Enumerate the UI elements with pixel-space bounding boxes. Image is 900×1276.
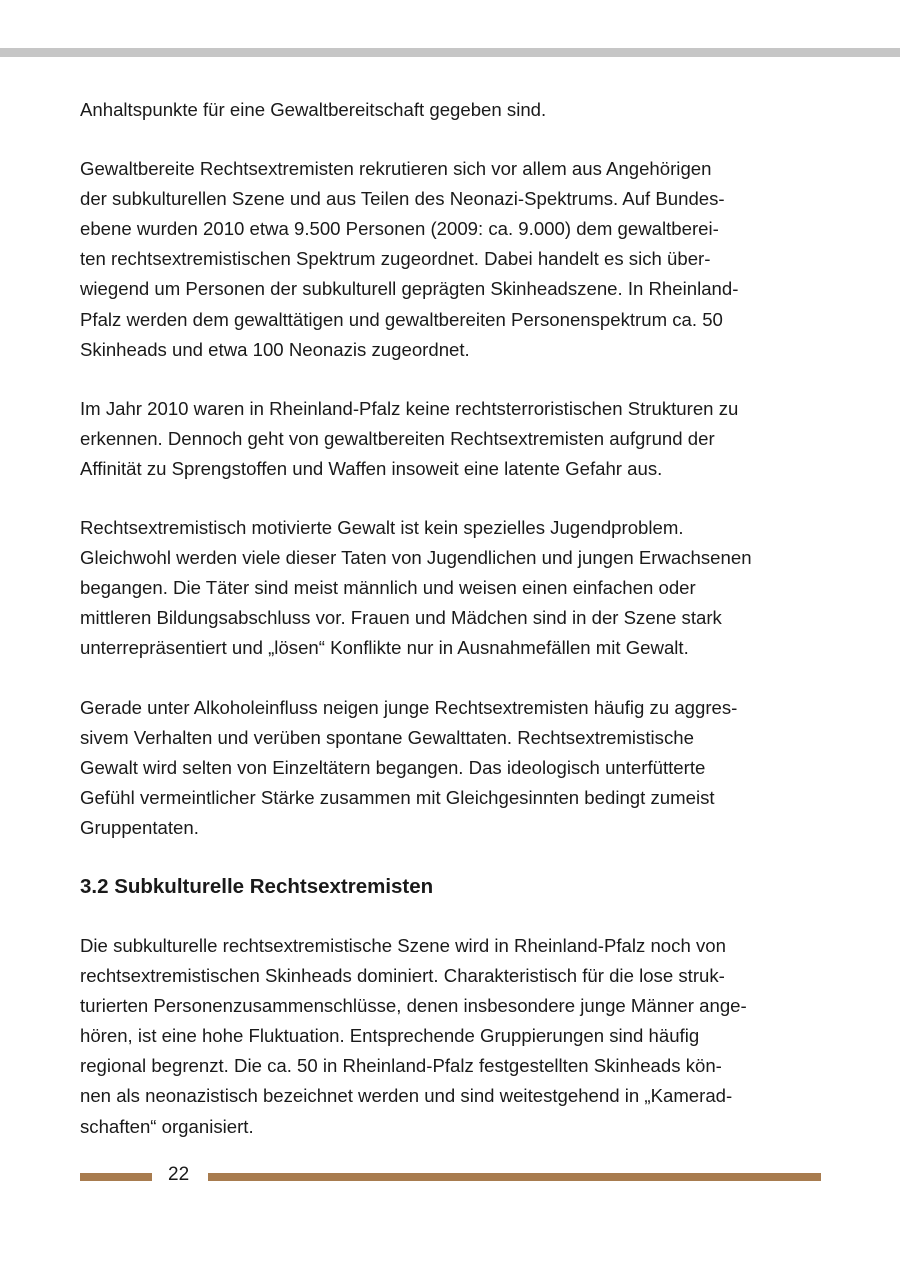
text-line: nen als neonazistisch bezeichnet werden und sind weitestgehend in „Kamerad-	[80, 1085, 733, 1107]
text-line: Pfalz werden dem gewalttätigen und gewaltbereiten Personenspektrum ca. 50	[80, 308, 723, 330]
text-line: regional begrenzt. Die ca. 50 in Rheinland-Pfalz festgestellten Skinheads kön-	[80, 1055, 722, 1077]
header-rule	[0, 48, 900, 57]
paragraph	[80, 154, 825, 365]
paragraph	[80, 513, 825, 663]
text-line: begangen. Die Täter sind meist männlich und weisen einen einfachen oder	[80, 577, 696, 599]
footer-rule-left	[80, 1173, 152, 1181]
paragraph	[80, 693, 825, 843]
section-heading: 3.2 Subkulturelle Rechtsextremisten	[80, 874, 434, 898]
text-line: hören, ist eine hohe Fluktuation. Entsprechende Gruppierungen sind häufig	[80, 1025, 700, 1047]
text-line: Anhaltspunkte für eine Gewaltbereitschaft gegeben sind.	[80, 99, 547, 120]
text-line: Gruppentaten.	[80, 816, 199, 838]
text-line: Gewalt wird selten von Einzeltätern begangen. Das ideologisch unterfütterte	[80, 756, 706, 778]
paragraph	[80, 394, 825, 484]
text-line: ten rechtsextremistischen Spektrum zugeordnet. Dabei handelt es sich über-	[80, 248, 711, 270]
paragraph	[80, 95, 825, 125]
text-line: Gerade unter Alkoholeinfluss neigen junge Rechtsextremisten häufig zu aggres-	[80, 696, 738, 718]
text-line: Gefühl vermeintlicher Stärke zusammen mit Gleichgesinnten bedingt zumeist	[80, 786, 715, 808]
text-line: Die subkulturelle rechtsextremistische Szene wird in Rheinland-Pfalz noch von	[80, 934, 726, 956]
page-footer	[80, 1164, 821, 1185]
text-line: Rechtsextremistisch motivierte Gewalt ist kein spezielles Jugendproblem.	[80, 517, 684, 539]
text-line: schaften“ organisiert.	[80, 1115, 254, 1137]
text-line: Affinität zu Sprengstoffen und Waffen insoweit eine latente Gefahr aus.	[80, 457, 663, 479]
text-line: Im Jahr 2010 waren in Rheinland-Pfalz keine rechtsterroristischen Strukturen zu	[80, 397, 739, 419]
text-line: erkennen. Dennoch geht von gewaltbereiten Rechtsextremisten aufgrund der	[80, 427, 715, 449]
text-line: sivem Verhalten und verüben spontane Gewalttaten. Rechtsextremistische	[80, 726, 694, 748]
paragraph	[80, 931, 825, 1142]
text-line: turierten Personenzusammenschlüsse, denen insbesondere junge Männer ange-	[80, 995, 747, 1017]
text-line: Gleichwohl werden viele dieser Taten von Jugendlichen und jungen Erwachsenen	[80, 547, 752, 569]
text-line: unterrepräsentiert und „lösen“ Konflikte nur in Ausnahmefällen mit Gewalt.	[80, 637, 689, 659]
footer-rule-right	[208, 1173, 821, 1181]
page-number: 22	[168, 1164, 190, 1185]
text-line: wiegend um Personen der subkulturell geprägten Skinheadszene. In Rheinland-	[80, 278, 739, 300]
text-line: Skinheads und etwa 100 Neonazis zugeordnet.	[80, 338, 470, 360]
text-line: rechtsextremistischen Skinheads dominiert. Charakteristisch für die lose struk-	[80, 965, 725, 987]
page-body	[80, 95, 825, 1171]
text-line: der subkulturellen Szene und aus Teilen des Neonazi-Spektrums. Auf Bundes-	[80, 188, 725, 210]
text-line: ebene wurden 2010 etwa 9.500 Personen (2009: ca. 9.000) dem gewaltberei-	[80, 218, 719, 240]
text-line: mittleren Bildungsabschluss vor. Frauen und Mädchen sind in der Szene stark	[80, 607, 722, 629]
text-line: Gewaltbereite Rechtsextremisten rekrutieren sich vor allem aus Angehörigen	[80, 158, 712, 180]
